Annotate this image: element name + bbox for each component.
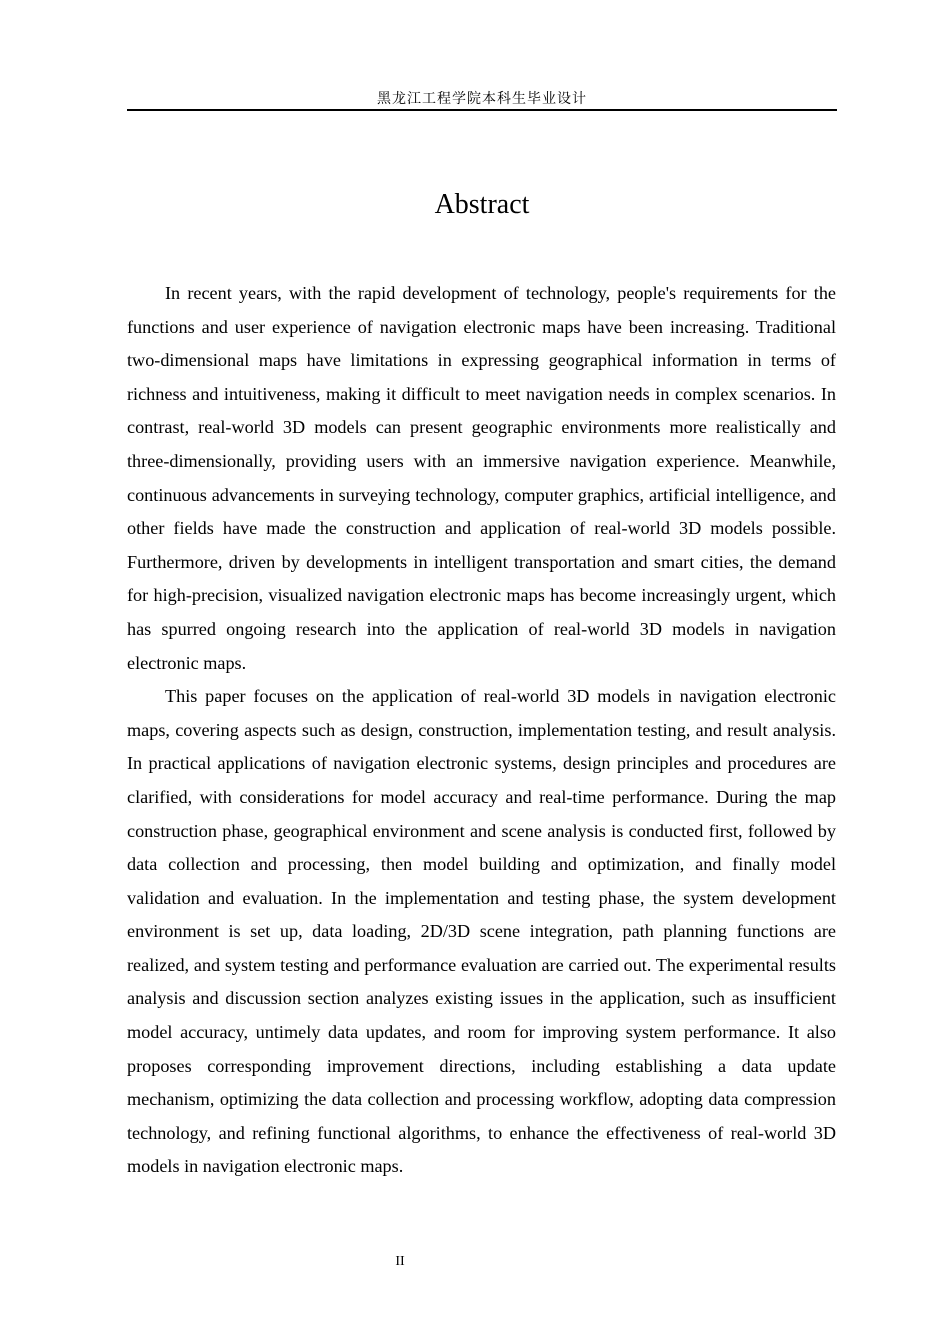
- page-title: Abstract: [434, 189, 530, 220]
- abstract-paragraph-1: In recent years, with the rapid development of technology, people's requirements for the functions and user experience of navigation electronic maps have been increasing. Traditional two-dimensional maps have limitations in expressing geographical information in terms of richness and intuitiveness, making it difficult to meet navigation needs in complex scenarios. In contrast, real-world 3D models can present geographic environments more realistically and three-dimensionally, providing users with an immersive navigation experience. Meanwhile, continuous advancements in surveying technology, computer graphics, artificial intelligence, and other fields have made the construction and application of real-world 3D models possible. Furthermore, driven by developments in intelligent transportation and smart cities, the demand for high-precision, visualized navigation electronic maps has become increasingly urgent, which has spurred ongoing research into the application of real-world 3D models in navigation electronic maps.: [127, 283, 836, 673]
- running-header: 黑龙江工程学院本科生毕业设计: [377, 91, 587, 107]
- abstract-body: [127, 277, 836, 1184]
- page-number: II: [395, 1254, 405, 1269]
- abstract-paragraph-2: This paper focuses on the application of real-world 3D models in navigation electronic maps, covering aspects such as design, construction, implementation testing, and result analysis. In practical applications of navigation electronic systems, design principles and procedures are clarified, with considerations for model accuracy and real-time performance. During the map construction phase, geographical environment and scene analysis is conducted first, followed by data collection and processing, then model building and optimization, and finally model validation and evaluation. In the implementation and testing phase, the system development environment is set up, data loading, 2D/3D scene integration, path planning functions are realized, and system testing and performance evaluation are carried out. The experimental results analysis and discussion section analyzes existing issues in the application, such as insufficient model accuracy, untimely data updates, and room for improving system performance. It also proposes corresponding improvement directions, including establishing a data update mechanism, optimizing the data collection and processing workflow, adopting data compression technology, and refining functional algorithms, to enhance the effectiveness of real-world 3D models in navigation electronic maps.: [127, 686, 836, 1177]
- header-rule: [127, 109, 837, 111]
